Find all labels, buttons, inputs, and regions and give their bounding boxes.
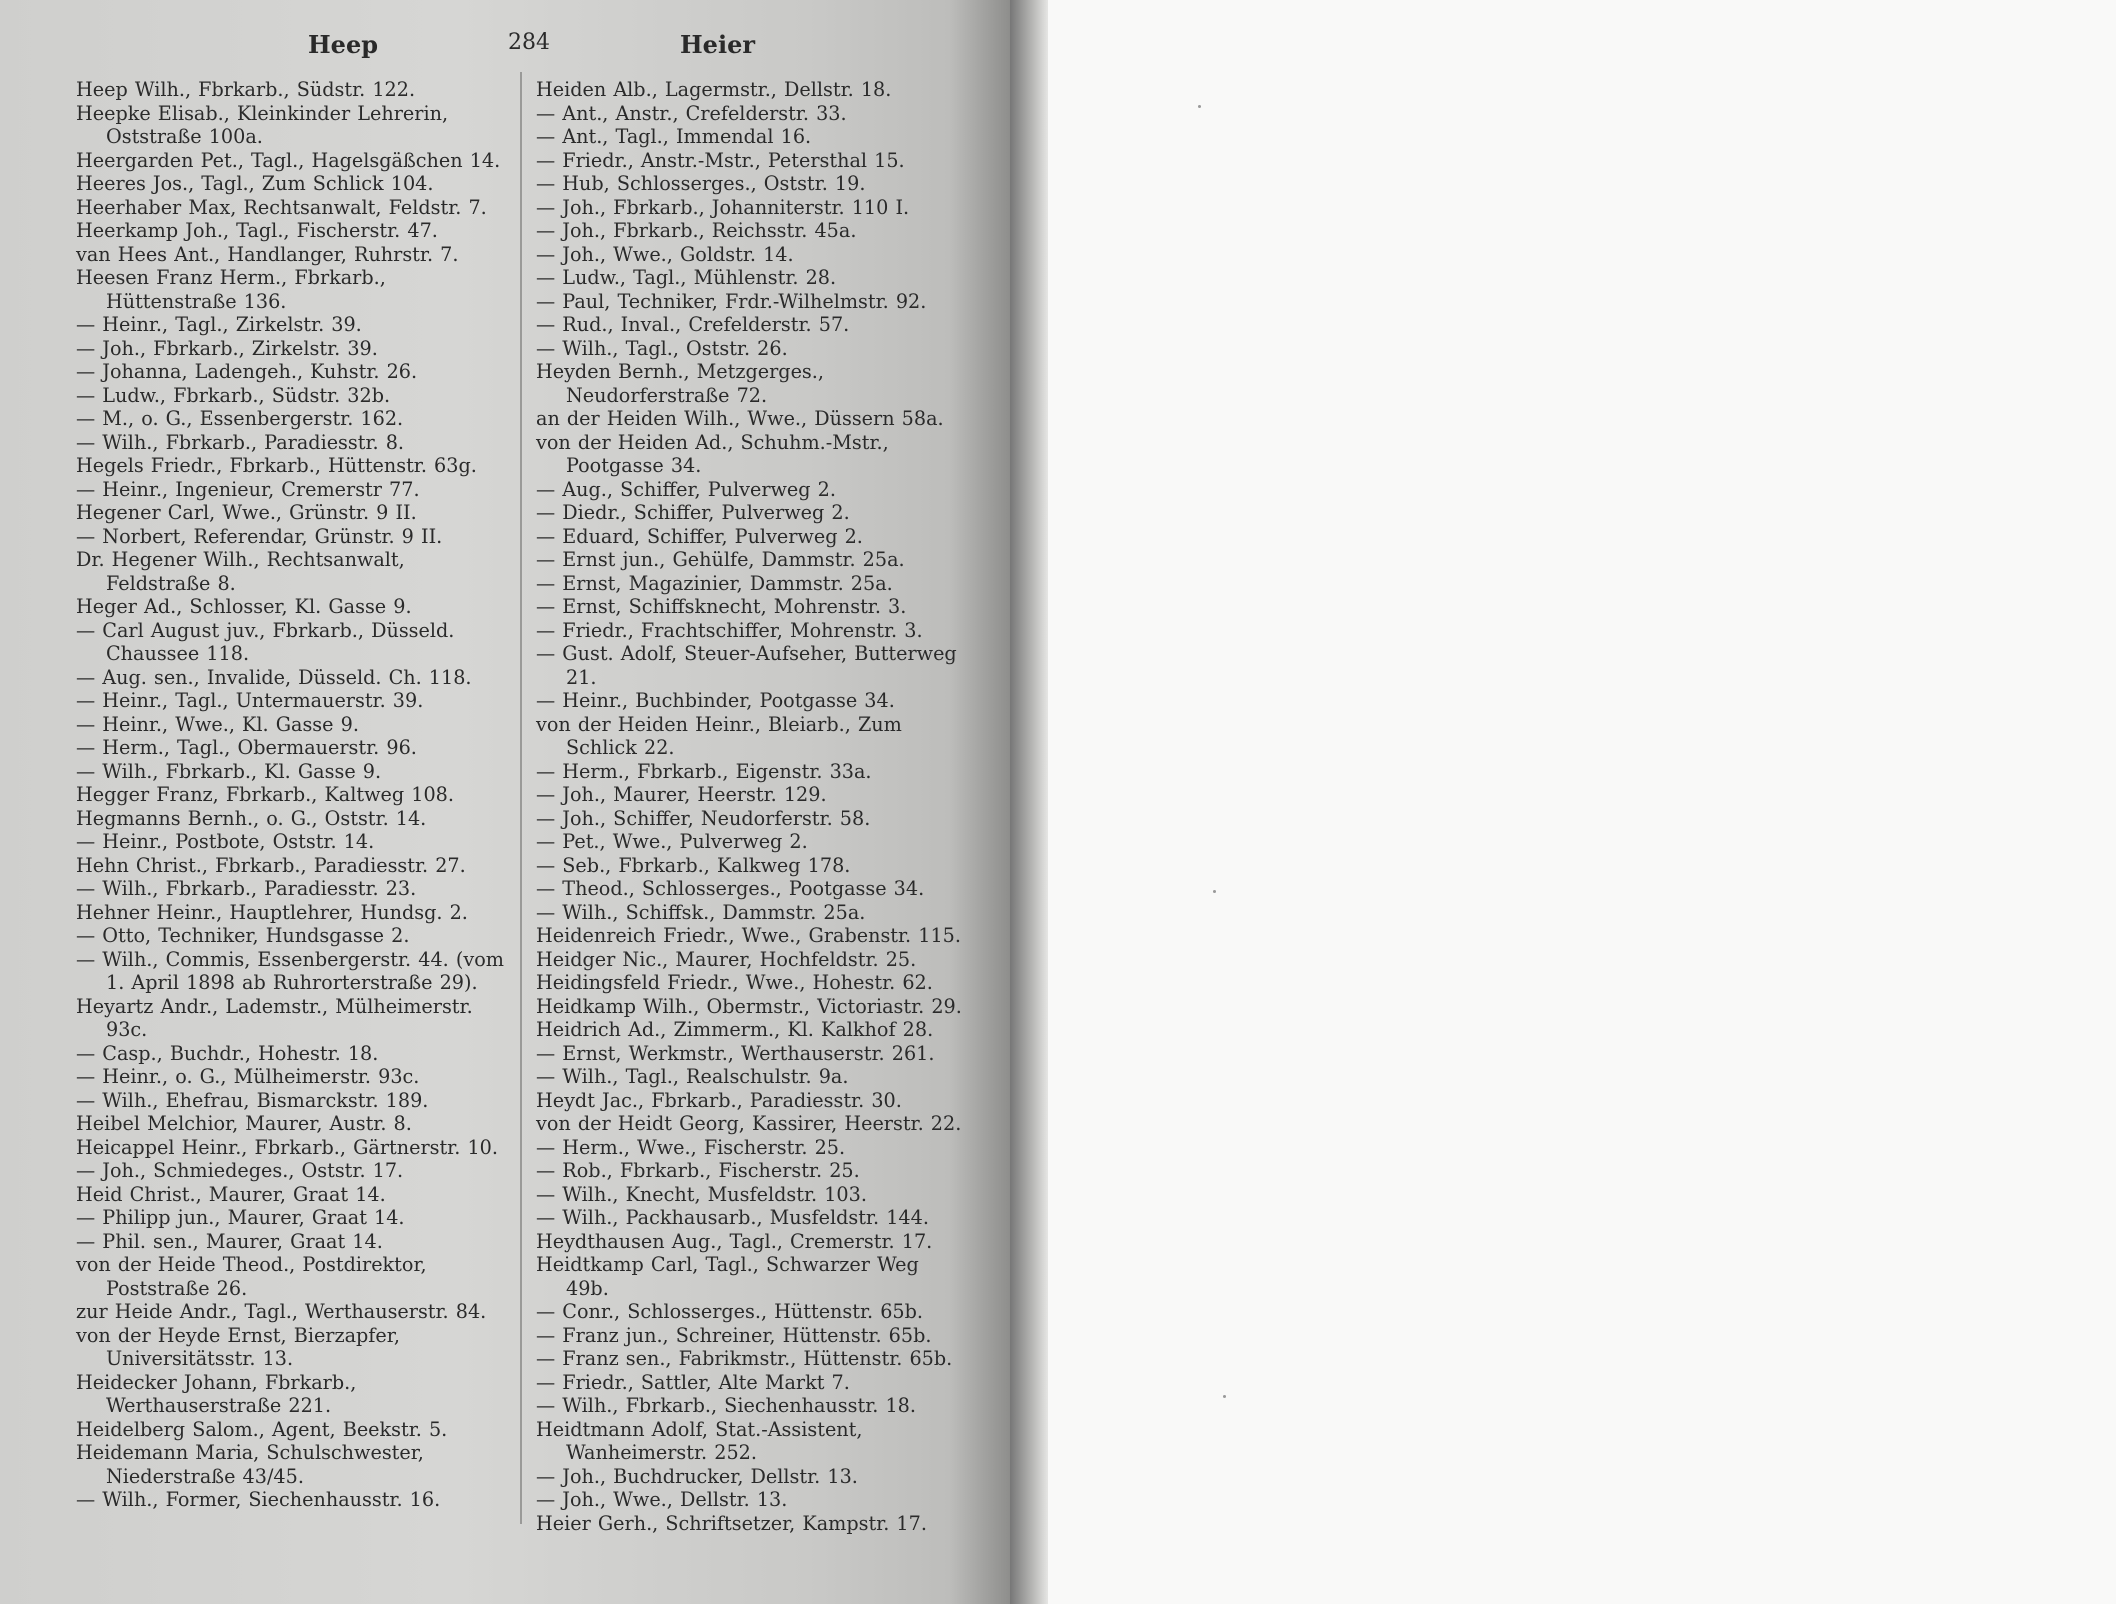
directory-entry: — Joh., Buchdrucker, Dellstr. 13. <box>536 1464 858 1488</box>
directory-entry: — Heinr., Buchbinder, Pootgasse 34. <box>536 689 895 712</box>
column-divider <box>520 72 522 1524</box>
directory-entry: Heidkamp Wilh., Obermstr., Victoriastr. 29. <box>536 994 962 1018</box>
directory-entry: Hegmanns Bernh., o. G., Oststr. 14. <box>76 806 427 830</box>
directory-entry: Heger Ad., Schlosser, Kl. Gasse 9. <box>76 595 412 618</box>
directory-entry: — Joh., Fbrkarb., Reichsstr. 45a. <box>536 219 857 242</box>
directory-entry: von der Heyde Ernst, Bierzapfer, Universitätsstr. 13. <box>76 1323 400 1370</box>
directory-entry: — Rud., Inval., Crefelderstr. 57. <box>536 313 850 336</box>
directory-entry: — M., o. G., Essenbergerstr. 162. <box>76 407 404 430</box>
directory-entry: von der Heiden Ad., Schuhm.-Mstr., Pootgasse 34. <box>536 430 889 477</box>
directory-entry: — Hub, Schlosserges., Oststr. 19. <box>536 172 866 195</box>
directory-entry: Heidecker Johann, Fbrkarb., Werthauserstraße 221. <box>76 1370 357 1417</box>
directory-entry: Heyartz Andr., Lademstr., Mülheimerstr. 93c. <box>76 994 473 1041</box>
directory-entry: Hehner Heinr., Hauptlehrer, Hundsg. 2. <box>76 900 468 924</box>
directory-entry: — Joh., Maurer, Heerstr. 129. <box>536 783 827 806</box>
directory-entry: — Joh., Fbrkarb., Zirkelstr. 39. <box>76 336 378 360</box>
directory-entry: Heiden Alb., Lagermstr., Dellstr. 18. <box>536 78 892 101</box>
header-left-catchword: Heep <box>308 30 378 59</box>
directory-entry: — Diedr., Schiffer, Pulverweg 2. <box>536 501 850 524</box>
directory-entry: Heier Gerh., Schriftsetzer, Kampstr. 17. <box>536 1511 927 1535</box>
paper-speck <box>1198 105 1201 108</box>
directory-entry: — Ernst, Werkmstr., Werthauserstr. 261. <box>536 1041 935 1065</box>
directory-entry: — Otto, Techniker, Hundsgasse 2. <box>76 924 410 947</box>
directory-entry: an der Heiden Wilh., Wwe., Düssern 58a. <box>536 407 944 430</box>
directory-entry: Heerkamp Joh., Tagl., Fischerstr. 47. <box>76 219 438 242</box>
paper-speck <box>1223 1395 1226 1398</box>
directory-entry: — Joh., Wwe., Goldstr. 14. <box>536 242 794 266</box>
page-header <box>60 30 980 66</box>
directory-entry: — Ludw., Fbrkarb., Südstr. 32b. <box>76 383 391 407</box>
directory-entry: Heyden Bernh., Metzgerges., Neudorferstraße 72. <box>536 360 824 407</box>
directory-entry: — Wilh., Former, Siechenhausstr. 16. <box>76 1488 441 1511</box>
directory-entry: Heidenreich Friedr., Wwe., Grabenstr. 115. <box>536 924 961 947</box>
directory-entry: von der Heidt Georg, Kassirer, Heerstr. 22. <box>536 1112 962 1135</box>
directory-entry: Heepke Elisab., Kleinkinder Lehrerin, Oststraße 100a. <box>76 101 449 148</box>
directory-entry: — Joh., Schmiedeges., Oststr. 17. <box>76 1159 404 1182</box>
directory-entry: — Wilh., Tagl., Realschulstr. 9a. <box>536 1065 849 1088</box>
directory-entry: — Heinr., o. G., Mülheimerstr. 93c. <box>76 1065 420 1088</box>
directory-entry: Heesen Franz Herm., Fbrkarb., Hüttenstraße 136. <box>76 266 386 313</box>
directory-entry: van Hees Ant., Handlanger, Ruhrstr. 7. <box>76 242 459 266</box>
header-right-catchword: Heier <box>680 30 755 59</box>
directory-entry: — Johanna, Ladengeh., Kuhstr. 26. <box>76 360 418 383</box>
directory-entry: — Wilh., Commis, Essenbergerstr. 44. (vom 1. April 1898 ab Ruhrorterstraße 29). <box>76 947 504 994</box>
directory-entry: — Phil. sen., Maurer, Graat 14. <box>76 1229 383 1253</box>
directory-entry: — Wilh., Fbrkarb., Paradiesstr. 8. <box>76 430 405 454</box>
directory-entry: Heidemann Maria, Schulschwester, Niederstraße 43/45. <box>76 1441 424 1488</box>
directory-entry: Heidtkamp Carl, Tagl., Schwarzer Weg 49b. <box>536 1253 919 1300</box>
directory-entry: — Joh., Schiffer, Neudorferstr. 58. <box>536 806 871 830</box>
directory-entry: — Wilh., Tagl., Oststr. 26. <box>536 336 788 360</box>
directory-page <box>0 0 1010 1604</box>
directory-entry: — Heinr., Postbote, Oststr. 14. <box>76 830 375 853</box>
directory-entry: — Aug. sen., Invalide, Düsseld. Ch. 118. <box>76 665 472 689</box>
paper-speck <box>1213 890 1216 893</box>
directory-entry: — Theod., Schlosserges., Pootgasse 34. <box>536 877 925 900</box>
directory-entry: — Philipp jun., Maurer, Graat 14. <box>76 1206 405 1229</box>
directory-entry: Heidelberg Salom., Agent, Beekstr. 5. <box>76 1417 448 1441</box>
directory-entry: — Heinr., Ingenieur, Cremerstr 77. <box>76 477 420 501</box>
directory-entry: Hegels Friedr., Fbrkarb., Hüttenstr. 63g. <box>76 454 477 477</box>
directory-entry: — Ernst, Schiffsknecht, Mohrenstr. 3. <box>536 595 907 618</box>
directory-entry: — Joh., Wwe., Dellstr. 13. <box>536 1488 788 1511</box>
directory-entry: Heidtmann Adolf, Stat.-Assistent, Wanheimerstr. 252. <box>536 1417 863 1464</box>
directory-entry: — Seb., Fbrkarb., Kalkweg 178. <box>536 853 851 877</box>
directory-entry: — Ernst, Magazinier, Dammstr. 25a. <box>536 571 893 595</box>
directory-entry: — Franz sen., Fabrikmstr., Hüttenstr. 65b. <box>536 1347 953 1370</box>
directory-entry: — Heinr., Tagl., Untermauerstr. 39. <box>76 689 424 712</box>
directory-entry: — Carl August juv., Fbrkarb., Düsseld. Chaussee 118. <box>76 618 455 665</box>
directory-entry: — Ant., Anstr., Crefelderstr. 33. <box>536 101 847 125</box>
book-gutter <box>1010 0 1048 1604</box>
directory-entry: Heid Christ., Maurer, Graat 14. <box>76 1182 386 1206</box>
directory-entry: Hegener Carl, Wwe., Grünstr. 9 II. <box>76 501 417 524</box>
directory-entry: — Friedr., Anstr.-Mstr., Petersthal 15. <box>536 148 905 172</box>
left-column <box>76 78 508 1512</box>
directory-entry: Heidingsfeld Friedr., Wwe., Hohestr. 62. <box>536 971 933 994</box>
directory-entry: — Wilh., Schiffsk., Dammstr. 25a. <box>536 900 866 924</box>
directory-entry: — Eduard, Schiffer, Pulverweg 2. <box>536 524 863 548</box>
directory-entry: Heerhaber Max, Rechtsanwalt, Feldstr. 7. <box>76 195 487 219</box>
directory-entry: Heicappel Heinr., Fbrkarb., Gärtnerstr. 10. <box>76 1135 498 1159</box>
directory-entry: von der Heide Theod., Postdirektor, Poststraße 26. <box>76 1253 427 1300</box>
directory-entry: — Herm., Tagl., Obermauerstr. 96. <box>76 736 417 759</box>
directory-entry: — Herm., Wwe., Fischerstr. 25. <box>536 1135 846 1159</box>
directory-entry: — Gust. Adolf, Steuer-Aufseher, Butterweg 21. <box>536 642 957 689</box>
directory-entry: — Friedr., Frachtschiffer, Mohrenstr. 3. <box>536 618 923 642</box>
directory-entry: Heydt Jac., Fbrkarb., Paradiesstr. 30. <box>536 1088 902 1112</box>
directory-entry: — Franz jun., Schreiner, Hüttenstr. 65b. <box>536 1323 932 1347</box>
directory-entry: — Paul, Techniker, Frdr.-Wilhelmstr. 92. <box>536 289 927 313</box>
directory-entry: — Pet., Wwe., Pulverweg 2. <box>536 830 808 853</box>
directory-entry: Dr. Hegener Wilh., Rechtsanwalt, Feldstraße 8. <box>76 548 405 595</box>
directory-entry: — Herm., Fbrkarb., Eigenstr. 33a. <box>536 759 872 783</box>
directory-entry: — Casp., Buchdr., Hohestr. 18. <box>76 1041 379 1065</box>
directory-entry: Hegger Franz, Fbrkarb., Kaltweg 108. <box>76 783 454 806</box>
directory-entry: — Wilh., Packhausarb., Musfeldstr. 144. <box>536 1206 929 1229</box>
directory-entry: — Ernst jun., Gehülfe, Dammstr. 25a. <box>536 548 905 571</box>
directory-entry: — Aug., Schiffer, Pulverweg 2. <box>536 477 836 501</box>
directory-entry: — Wilh., Knecht, Musfeldstr. 103. <box>536 1182 867 1206</box>
directory-entry: Heergarden Pet., Tagl., Hagelsgäßchen 14. <box>76 148 501 172</box>
directory-entry: — Heinr., Wwe., Kl. Gasse 9. <box>76 712 359 736</box>
right-column <box>536 78 968 1535</box>
directory-entry: — Wilh., Fbrkarb., Siechenhausstr. 18. <box>536 1394 916 1417</box>
directory-entry: — Norbert, Referendar, Grünstr. 9 II. <box>76 524 443 548</box>
directory-entry: Heidger Nic., Maurer, Hochfeldstr. 25. <box>536 947 917 971</box>
directory-entry: Heep Wilh., Fbrkarb., Südstr. 122. <box>76 78 416 101</box>
directory-entry: — Wilh., Ehefrau, Bismarckstr. 189. <box>76 1088 429 1112</box>
directory-entry: — Wilh., Fbrkarb., Kl. Gasse 9. <box>76 759 382 783</box>
facing-blank-page <box>1048 0 2116 1604</box>
directory-entry: — Joh., Fbrkarb., Johanniterstr. 110 I. <box>536 195 910 219</box>
directory-entry: Heibel Melchior, Maurer, Austr. 8. <box>76 1112 412 1135</box>
directory-entry: Heydthausen Aug., Tagl., Cremerstr. 17. <box>536 1229 933 1253</box>
directory-entry: Heeres Jos., Tagl., Zum Schlick 104. <box>76 172 434 195</box>
directory-entry: — Conr., Schlosserges., Hüttenstr. 65b. <box>536 1300 924 1323</box>
directory-entry: von der Heiden Heinr., Bleiarb., Zum Schlick 22. <box>536 712 902 759</box>
directory-entry: — Friedr., Sattler, Alte Markt 7. <box>536 1370 850 1394</box>
directory-entry: Heidrich Ad., Zimmerm., Kl. Kalkhof 28. <box>536 1018 934 1041</box>
directory-entry: — Heinr., Tagl., Zirkelstr. 39. <box>76 313 362 336</box>
page-number: 284 <box>508 30 550 55</box>
directory-entry: zur Heide Andr., Tagl., Werthauserstr. 84. <box>76 1300 487 1323</box>
directory-entry: — Wilh., Fbrkarb., Paradiesstr. 23. <box>76 877 417 900</box>
directory-entry: — Rob., Fbrkarb., Fischerstr. 25. <box>536 1159 860 1182</box>
directory-entry: Hehn Christ., Fbrkarb., Paradiesstr. 27. <box>76 853 466 877</box>
directory-entry: — Ludw., Tagl., Mühlenstr. 28. <box>536 266 837 289</box>
directory-entry: — Ant., Tagl., Immendal 16. <box>536 125 812 148</box>
